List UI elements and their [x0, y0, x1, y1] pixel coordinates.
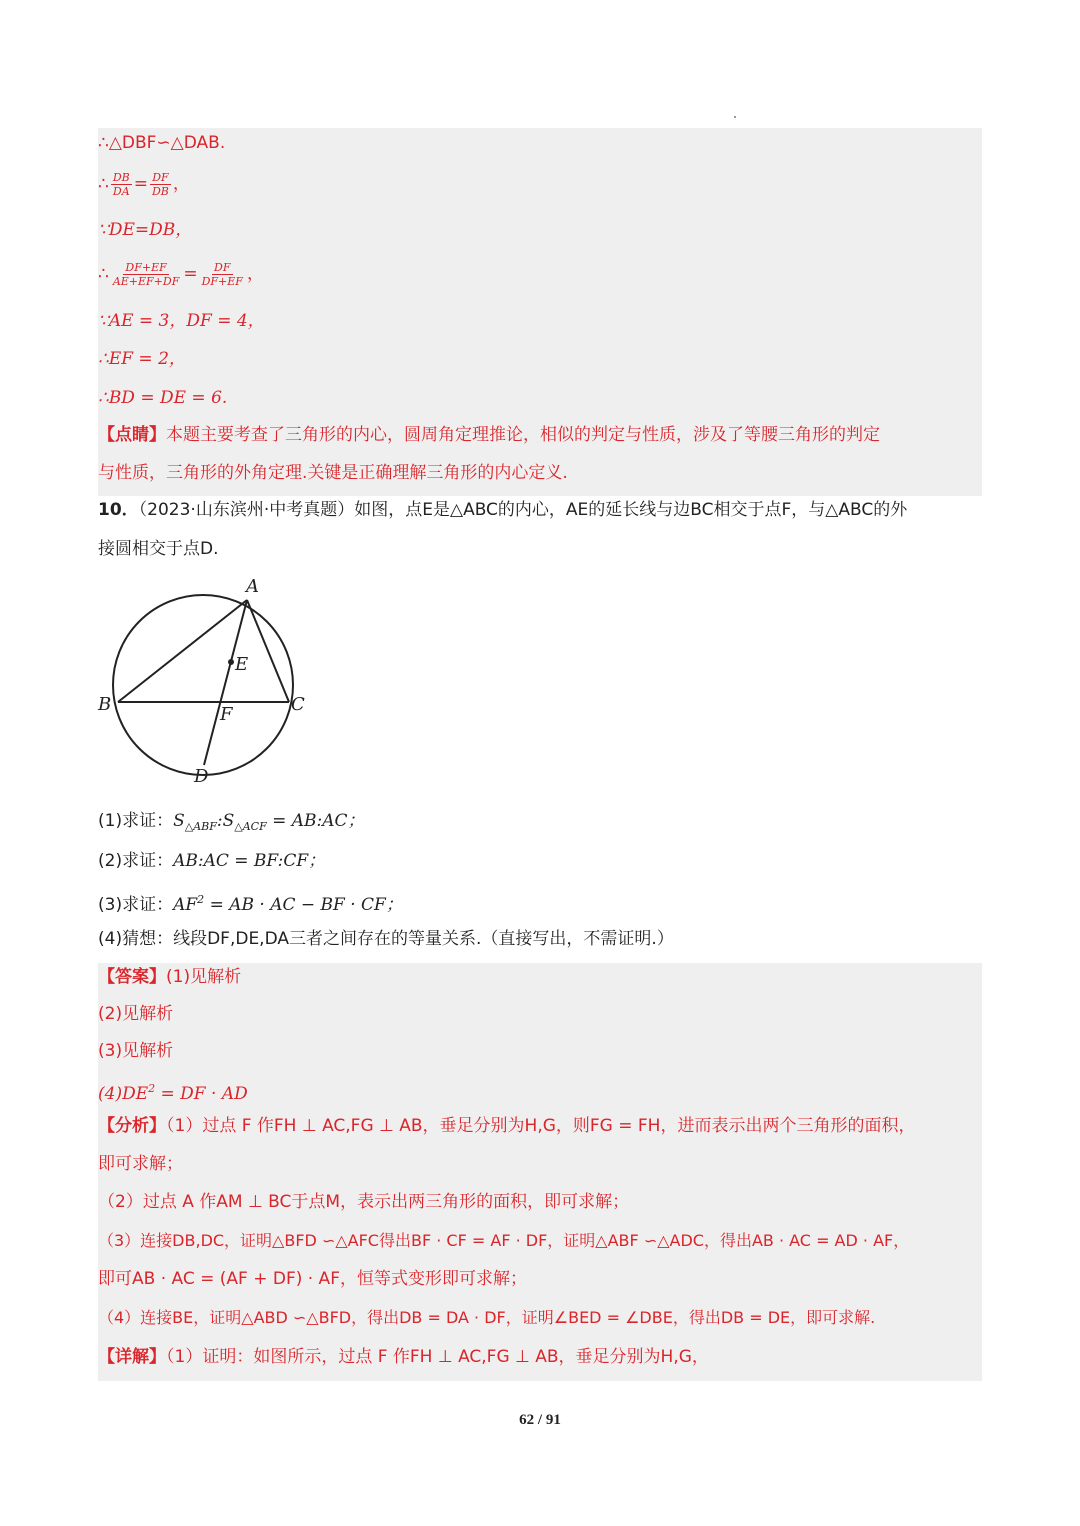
analysis-line-6: （4）连接BE，证明△ABD ∽△BFD，得出DB = DA · DF，证明∠BED = ∠DBE，得出DB = DE，即可求解. [98, 1308, 876, 1327]
fraction-db-da: $\frac{DB}{DA}$ [112, 170, 130, 198]
answer-line-2: (2)见解析 [98, 1004, 174, 1024]
label-a: A [246, 576, 259, 597]
segment-ac [247, 600, 289, 702]
segment-ab [118, 600, 247, 702]
answer-line-3: (3)见解析 [98, 1041, 174, 1061]
analysis-line-2: 即可求解； [98, 1154, 183, 1174]
answer-tag: 【答案】 [98, 967, 166, 987]
answer-line-4: $(4)DE^2$ = DF · AD [98, 1082, 248, 1104]
question-number: 10． [98, 500, 139, 520]
equals-sign: = [133, 174, 148, 194]
point-e [228, 659, 234, 665]
label-d: D [194, 766, 209, 787]
comment-line-2: 与性质，三角形的外角定理.关键是正确理解三角形的内心定义. [98, 463, 568, 483]
solution-line-4: ∴ $\frac{DF+EF}{AE+EF+DF}$ = $\frac{DF}{DF+EF}$ ， [98, 260, 264, 288]
solution-line-3: ∵DE=DB， [98, 220, 193, 240]
label-b: B [98, 694, 112, 715]
part-1: (1)求证：$S_{\triangle ABF}:S_{\triangle ACF}$ = AB:AC； [98, 811, 365, 833]
question-line-2: 接圆相交于点D. [98, 539, 219, 559]
solution-line-1: ∴△DBF∽△DAB. [98, 133, 226, 153]
question-line-1: 10．（2023·山东滨州·中考真题）如图，点E是△ABC的内心，AE的延长线与边BC相交于点F，与△ABC的外 [98, 500, 908, 520]
segment-ad [204, 600, 247, 765]
analysis-line-4: （3）连接DB,DC，证明△BFD ∽△AFC得出BF · CF = AF · DF，证明△ABF ∽△ADC，得出AB · AC = AD · AF， [98, 1231, 910, 1250]
analysis-line-1: 【分析】（1）过点 F 作FH ⊥ AC,FG ⊥ AB，垂足分别为H,G，则FG = FH，进而表示出两个三角形的面积， [98, 1116, 916, 1136]
part-4: (4)猜想：线段DF,DE,DA三者之间存在的等量关系.（直接写出，不需证明.） [98, 929, 674, 949]
detail-tag: 【详解】 [98, 1347, 166, 1367]
label-f: F [220, 704, 233, 725]
analysis-line-3: （2）过点 A 作AM ⊥ BC于点M，表示出两三角形的面积，即可求解； [98, 1192, 630, 1212]
part-3: (3)求证：$AF^2$ = AB · AC − BF · CF； [98, 893, 403, 915]
circle-figure [90, 572, 330, 792]
answer-line-1: 【答案】(1)见解析 [98, 967, 242, 987]
therefore-symbol: ∴ [98, 174, 109, 194]
fraction-right: $\frac{DF}{DF+EF}$ [201, 260, 243, 288]
page-number: 62 / 91 [519, 1412, 561, 1428]
analysis-line-5: 即可AB · AC = (AF + DF) · AF，恒等式变形即可求解； [98, 1269, 527, 1289]
solution-line-6: ∴EF = 2， [98, 349, 186, 369]
fraction-left: $\frac{DF+EF}{AE+EF+DF}$ [112, 260, 180, 288]
label-c: C [291, 694, 305, 715]
solution-line-7: ∴BD = DE = 6. [98, 388, 228, 408]
part-2: (2)求证：AB:AC = BF:CF； [98, 851, 326, 871]
comment-line-1: 【点睛】本题主要考查了三角形的内心，圆周角定理推论，相似的判定与性质，涉及了等腰三角形的判定 [98, 425, 880, 445]
analysis-tag: 【分析】 [98, 1116, 166, 1136]
fraction-df-db: $\frac{DF}{DB}$ [151, 170, 169, 198]
question-source: （2023·山东滨州·中考真题） [138, 500, 355, 520]
detail-line-1: 【详解】（1）证明：如图所示，过点 F 作FH ⊥ AC,FG ⊥ AB，垂足分别为H,G， [98, 1347, 709, 1367]
solution-line-5: ∵AE = 3，DF = 4， [98, 311, 265, 331]
solution-line-2: ∴ $\frac{DB}{DA}$ = $\frac{DF}{DB}$ ， [98, 170, 190, 198]
label-e: E [235, 654, 249, 675]
comment-tag: 【点睛】 [98, 425, 166, 445]
scan-speck [734, 116, 736, 118]
